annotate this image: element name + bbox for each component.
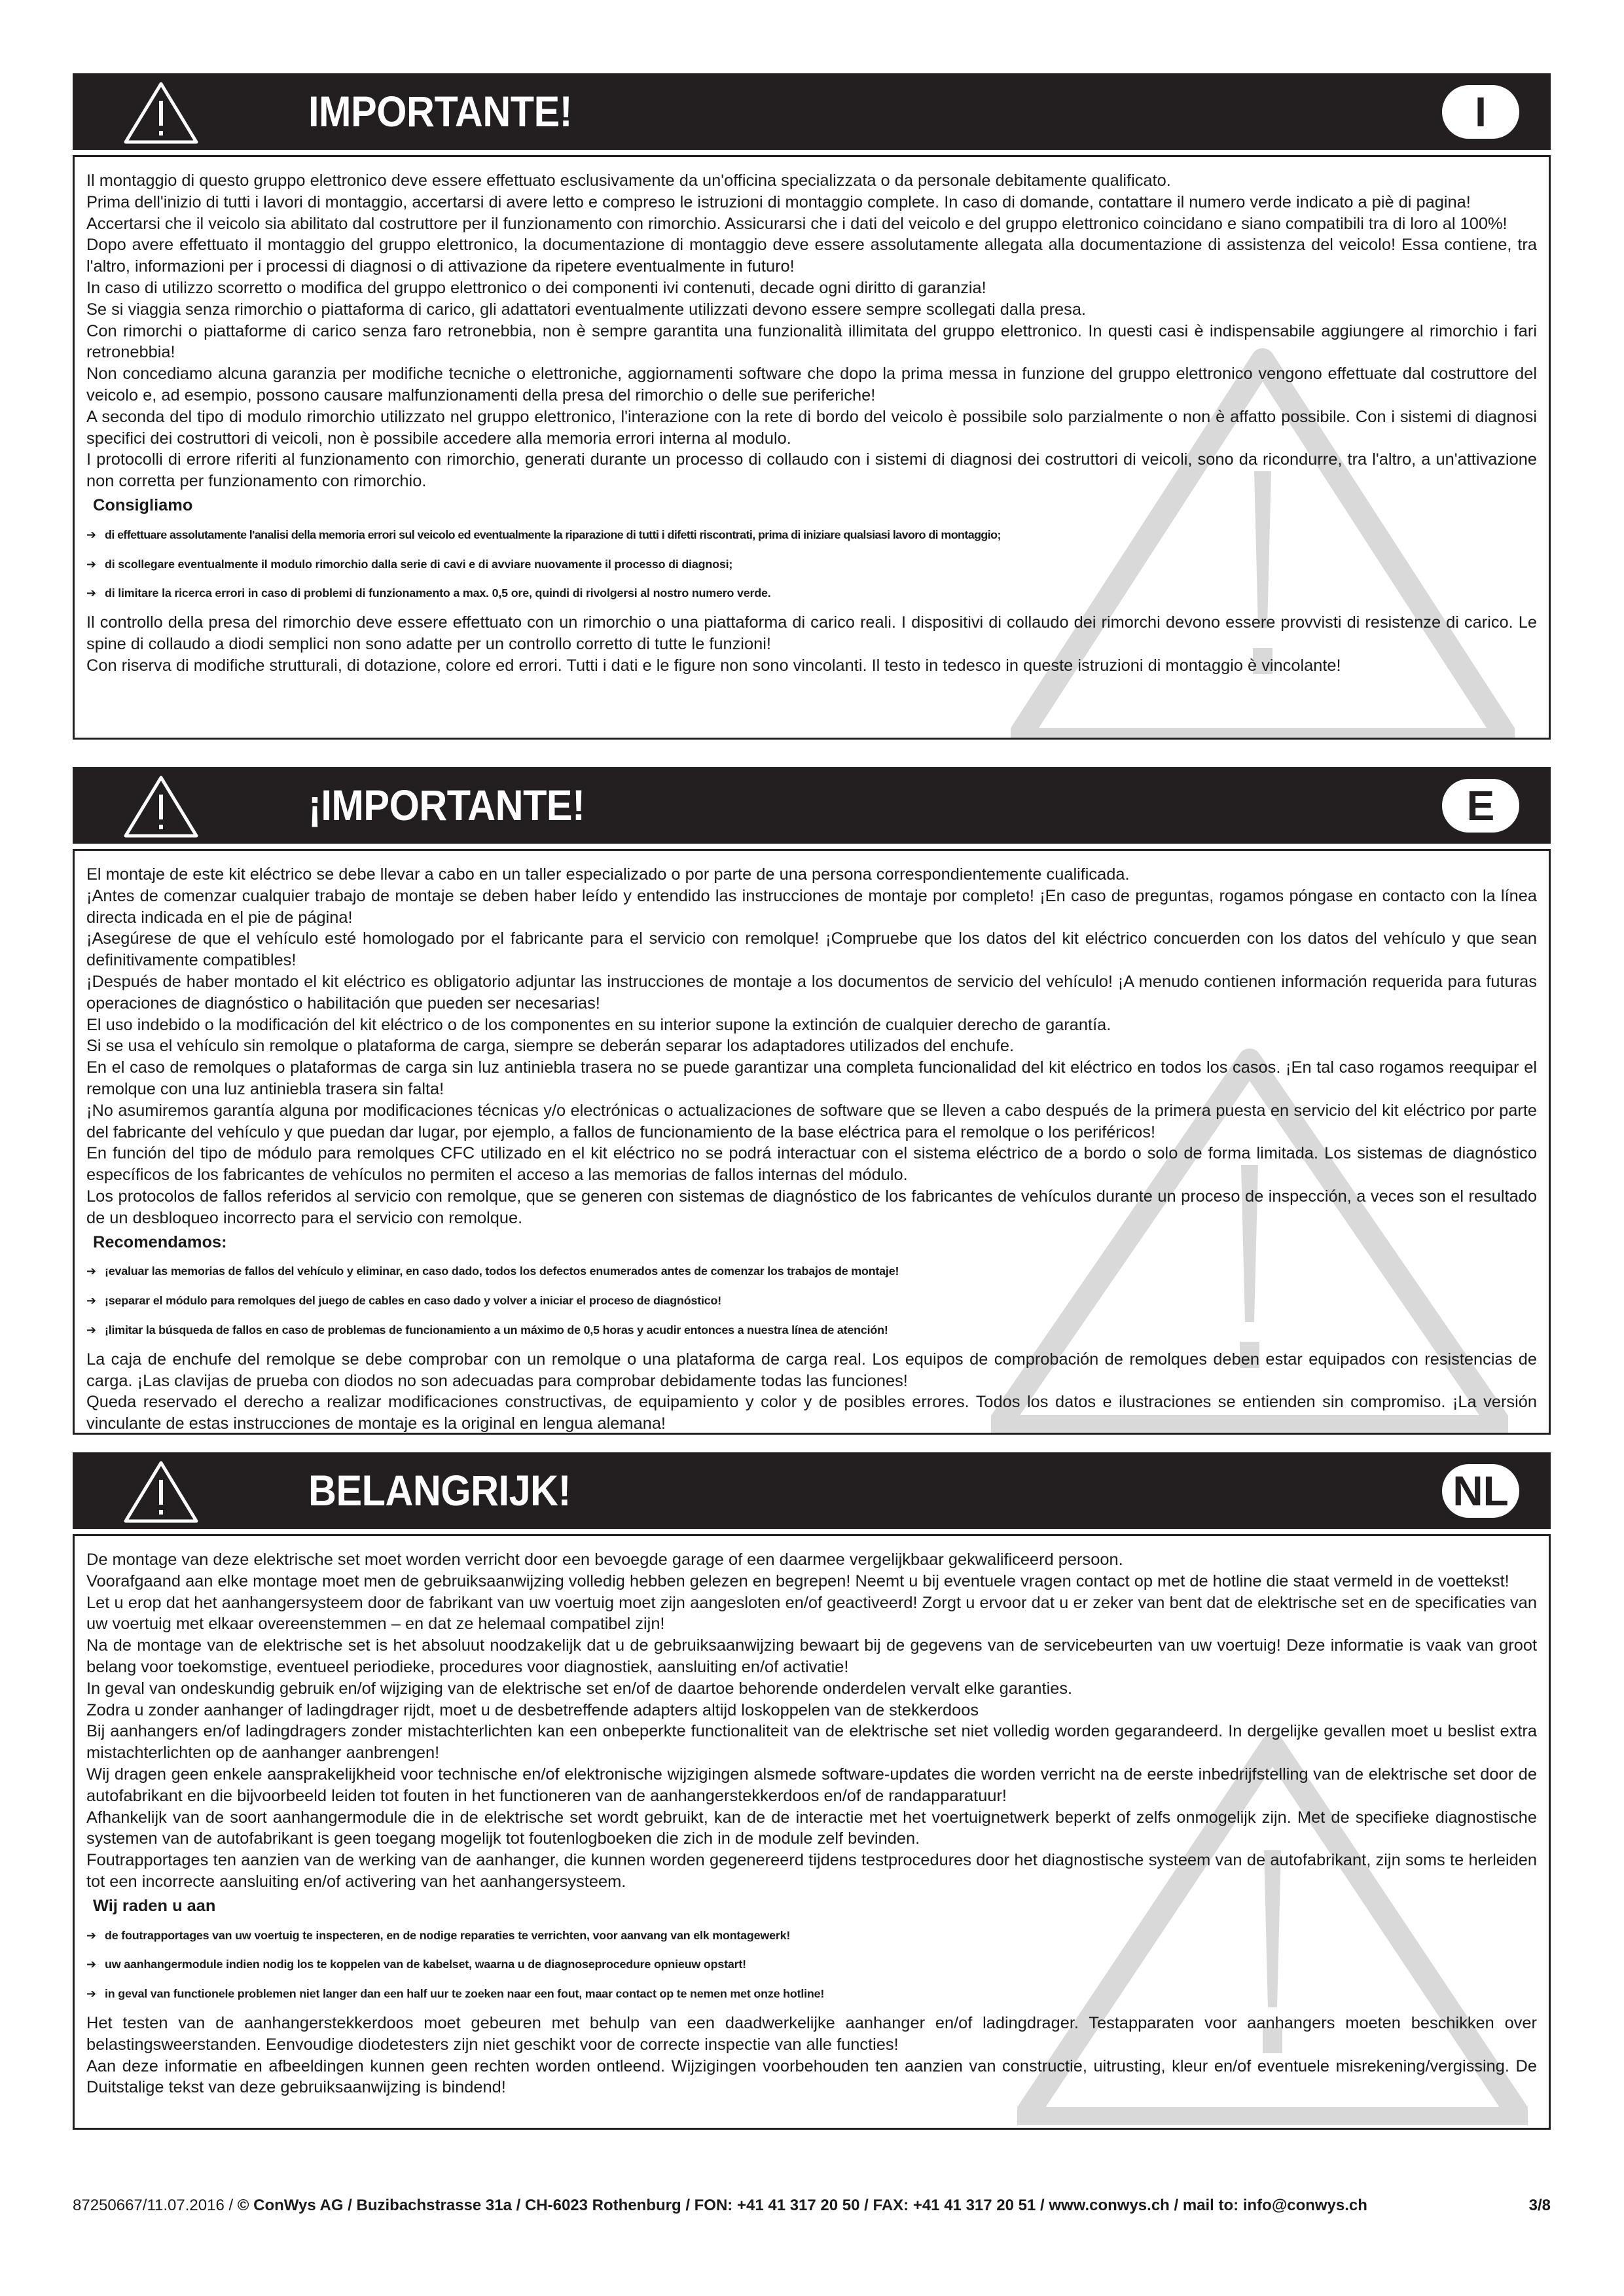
arrow-right-icon: ➔ xyxy=(86,1294,96,1308)
recommendation-item: ➔ in geval van functionele problemen niet langer dan een half uur te zoeken naar een fout, maar contact op te nemen met onze hotline! xyxy=(86,1983,1537,2005)
recommendation-heading: Wij raden u aan xyxy=(93,1896,216,1915)
recommendation-item: ➔ de foutrapportages van uw voertuig te inspecteren, en de nodige reparaties te verrichten, voor aanvang van elk montagewerk! xyxy=(86,1925,1537,1946)
paragraph: ¡Asegúrese de que el vehículo esté homologado por el fabricante para el servicio con remolque! ¡Compruebe que los datos del kit eléctrico concuerden con los datos del vehículo y que sean definitivamente compatibles! xyxy=(86,929,1537,970)
section-header xyxy=(73,1452,1551,1529)
paragraph: Bij aanhangers en/of ladingdragers zonder mistachterlichten kan een onbeperkte functionaliteit van de elektrische set niet volledig worden gegarandeerd. In dergelijke gevallen moet u beslist extra mistachterlichten op de aanhanger aanbrengen! xyxy=(86,1722,1537,1763)
arrow-right-icon: ➔ xyxy=(86,586,96,600)
paragraph: ¡No asumiremos garantía alguna por modificaciones técnicas y/o electrónicas o actualizaciones de software que se lleven a cabo después de la primera puesta en servicio del kit eléctrico por parte del fabricante del vehículo y que puedan dar lugar, por ejemplo, a fallos de funcionamiento de la base eléctrica para el remolque o los periféricos! xyxy=(86,1101,1537,1141)
recommendation-heading: Recomendamos: xyxy=(93,1232,227,1251)
arrow-right-icon: ➔ xyxy=(86,528,96,541)
paragraph: La caja de enchufe del remolque se debe comprobar con un remolque o una plataforma de carga real. Los equipos de comprobación de remolques deben estar equipados con resistencias de carga. ¡Las clavijas de prueba con diodos no son adecuadas para comprobar debidamente todas las funciones! xyxy=(86,1350,1537,1390)
arrow-right-icon: ➔ xyxy=(86,1958,96,1971)
paragraph: Si se usa el vehículo sin remolque o plataforma de carga, siempre se deberán separar los adaptadores utilizados del enchufe. xyxy=(86,1037,1015,1056)
recommendation-item: ➔ ¡evaluar las memorias de fallos del vehículo y eliminar, en caso dado, todos los defectos enumerados antes de comenzar los trabajos de montaje! xyxy=(86,1261,1537,1282)
recommendation-item: ➔ di effettuare assolutamente l'analisi della memoria errori sul veicolo ed eventualmente la riparazione di tutti i difetti riscontrati, prima di iniziare qualsiasi lavoro di montaggio; xyxy=(86,524,1537,546)
section-text xyxy=(75,1536,1549,2098)
paragraph: Queda reservado el derecho a realizar modificaciones constructivas, de equipamiento y color y de posibles errores. Todos los datos e ilustraciones se entienden sin compromiso. ¡La versión vinculante de estas instrucciones de montaje es la original en lengua alemana! xyxy=(86,1393,1537,1433)
company-contact: © ConWys AG / Buzibachstrasse 31a / CH-6023 Rothenburg / FON: +41 41 317 20 50 / FAX: +41 41 317 20 51 / www.conwys.ch / mail to: info@conwys.ch xyxy=(237,2197,1367,2214)
recommendation-item: ➔ uw aanhangermodule indien nodig los te koppelen van de kabelset, waarna u de diagnoseprocedure opnieuw opstart! xyxy=(86,1954,1537,1975)
section-body xyxy=(73,155,1551,740)
paragraph: Prima dell'inizio di tutti i lavori di montaggio, accertarsi di avere letto e compreso le istruzioni di montaggio complete. In caso di domande, contattare il numero verde indicato a piè di pagina! xyxy=(86,192,1471,211)
section-header xyxy=(73,73,1551,150)
paragraph: Accertarsi che il veicolo sia abilitato dal costruttore per il funzionamento con rimorchio. Assicurarsi che i dati del veicolo e del gruppo elettronico coincidano e siano compatibili tra di loro al 100%! xyxy=(86,214,1507,233)
language-badge: E xyxy=(1442,779,1519,833)
paragraph: Afhankelijk van de soort aanhangermodule die in de elektrische set wordt gebruikt, kan de de interactie met het voertuignetwerk beperkt of zelfs onmogelijk zijn. Met de specifieke diagnostische systemen van de autofabrikant is geen toegang mogelijk tot foutenlogboeken die zich in de module zelf bevinden. xyxy=(86,1808,1537,1848)
paragraph: Dopo avere effettuato il montaggio del gruppo elettronico, la documentazione di montaggio deve essere assolutamente allegata alla documentazione di assistenza del veicolo! Essa contiene, tra l'altro, informazioni per i processi di diagnosi o di attivazione da ripetere eventualmente in futuro! xyxy=(86,236,1537,276)
arrow-right-icon: ➔ xyxy=(86,1987,96,2001)
section-text xyxy=(75,157,1549,677)
page-footer xyxy=(73,2194,1551,2217)
section-title: ¡IMPORTANTE! xyxy=(308,781,585,829)
recommendation-item: ➔ di scollegare eventualmente il modulo rimorchio dalla serie di cavi e di avviare nuovamente il processo di diagnosi; xyxy=(86,554,1537,575)
paragraph: In caso di utilizzo scorretto o modifica del gruppo elettronico o dei componenti ivi contenuti, decade ogni diritto di garanzia! xyxy=(86,278,986,297)
paragraph: Il montaggio di questo gruppo elettronico deve essere effettuato esclusivamente da un'officina specializzata o da personale debitamente qualificato. xyxy=(86,171,1171,190)
paragraph: Wij dragen geen enkele aansprakelijkheid voor technische en/of elektronische wijzigingen alsmede software-updates die worden verricht na de eerste inbedrijfstelling van de elektrische set door de autofabrikant en die bijvoorbeeld leiden tot fouten in het functioneren van de aanhangerstekkerdoos en/of de randapparatuur! xyxy=(86,1765,1537,1805)
recommendation-item: ➔ di limitare la ricerca errori in caso di problemi di funzionamento a max. 0,5 ore, quindi di rivolgersi al nostro numero verde. xyxy=(86,583,1537,604)
paragraph: De montage van deze elektrische set moet worden verricht door een bevoegde garage of een daarmee vergelijkbaar gekwalificeerd persoon. xyxy=(86,1551,1123,1569)
paragraph: ¡Después de haber montado el kit eléctrico es obligatorio adjuntar las instrucciones de montaje a los documentos de servicio del vehículo! ¡A menudo contienen información requerida para futuras operaciones de diagnóstico o habilitación que pueden ser necesarias! xyxy=(86,972,1537,1013)
section-header xyxy=(73,767,1551,844)
section-title: IMPORTANTE! xyxy=(308,87,573,135)
paragraph: Na de montage van de elektrische set is het absoluut noodzakelijk dat u de gebruiksaanwijzing bewaart bij de gegevens van de servicebeurten van uw voertuig! Deze informatie is vaak van groot belang voor toekomstige, eventueel periodieke, procedures voor diagnostiek, aansluiting en/of activatie! xyxy=(86,1636,1537,1676)
document-number: 87250667/11.07.2016 / xyxy=(73,2197,238,2214)
arrow-right-icon: ➔ xyxy=(86,557,96,571)
arrow-right-icon: ➔ xyxy=(86,1265,96,1278)
section-title: BELANGRIJK! xyxy=(308,1466,571,1515)
paragraph: Voorafgaand aan elke montage moet men de gebruiksaanwijzing volledig hebben gelezen en begrepen! Neemt u bij eventuele vragen contact op met de hotline die staat vermeld in de voettekst! xyxy=(86,1571,1509,1590)
paragraph: En el caso de remolques o plataformas de carga sin luz antiniebla trasera no se puede garantizar una completa funcionalidad del kit eléctrico en todos los casos. ¡En tal caso rogamos reequipar el remolque con una luz antiniebla trasera sin falta! xyxy=(86,1058,1537,1098)
recommendation-item: ➔ ¡separar el módulo para remolques del juego de cables en caso dado y volver a iniciar el proceso de diagnóstico! xyxy=(86,1290,1537,1312)
recommendation-heading: Consigliamo xyxy=(93,495,193,514)
arrow-right-icon: ➔ xyxy=(86,1928,96,1942)
paragraph: ¡Antes de comenzar cualquier trabajo de montaje se deben haber leído y entendido las instrucciones de montaje por completo! ¡En caso de preguntas, rogamos póngase en contacto con la línea directa indicada en el pie de página! xyxy=(86,886,1537,927)
paragraph: El uso indebido o la modificación del kit eléctrico o de los componentes en su interior supone la extinción de cualquier derecho de garantía. xyxy=(86,1015,1111,1034)
paragraph: Non concediamo alcuna garanzia per modifiche tecniche o elettroniche, aggiornamenti software che dopo la prima messa in funzione del gruppo elettronico vengono effettuate dal costruttore del veicolo e, ad esempio, possono causare malfunzionamenti della presa del rimorchio o delle sue periferiche! xyxy=(86,365,1537,404)
language-badge: I xyxy=(1442,85,1519,139)
paragraph: A seconda del tipo di modulo rimorchio utilizzato nel gruppo elettronico, l'interazione con la rete di bordo del veicolo è possibile solo parzialmente o non è affatto possibile. Con i sistemi di diagnosi specifici dei costruttori di veicoli, non è possibile accedere alla memoria errori interna al modulo. xyxy=(86,407,1537,448)
paragraph: El montaje de este kit eléctrico se debe llevar a cabo en un taller especializado o por parte de una persona correspondientemente cualificada. xyxy=(86,865,1130,884)
paragraph: Zodra u zonder aanhanger of ladingdrager rijdt, moet u de desbetreffende adapters altijd loskoppelen van de stekkerdoos xyxy=(86,1700,979,1719)
paragraph: I protocolli di errore riferiti al funzionamento con rimorchio, generati durante un processo di collaudo con i sistemi di diagnosi dei costruttori di veicoli, sono da ricondurre, tra l'altro, a un'attivazione non corretta per funzionamento con rimorchio. xyxy=(86,450,1537,491)
paragraph: Con rimorchi o piattaforme di carico senza faro retronebbia, non è sempre garantita una funzionalità illimitata del gruppo elettronico. In questi casi è indispensabile aggiungere al rimorchio i fari retronebbia! xyxy=(86,321,1537,362)
paragraph: In geval van ondeskundig gebruik en/of wijziging van de elektrische set en/of de daartoe behorende onderdelen vervalt elke garanties. xyxy=(86,1679,1073,1698)
paragraph: Aan deze informatie en afbeeldingen kunnen geen rechten worden ontleend. Wijzigingen voorbehouden ten aanzien van constructie, uitrusting, kleur en/of eventuele misrekening/vergissing. De Duitstalige tekst van deze gebruiksaanwijzing is bindend! xyxy=(86,2056,1537,2097)
page-number: 3/8 xyxy=(1528,2197,1551,2214)
paragraph: Foutrapportages ten aanzien van de werking van de aanhanger, die kunnen worden gegenereerd tijdens testprocedures door het diagnostische systeem van de autofabrikant, zijn soms te herleiden tot een incorrecte aansluiting en/of activering van het aanhangersysteem. xyxy=(86,1851,1537,1891)
paragraph: Los protocolos de fallos referidos al servicio con remolque, que se generen con sistemas de diagnóstico de los fabricantes de vehículos durante un proceso de inspección, a veces son el resultado de un desbloqueo incorrecto para el servicio con remolque. xyxy=(86,1187,1537,1227)
paragraph: Il controllo della presa del rimorchio deve essere effettuato con un rimorchio o una piattaforma di carico reali. I dispositivi di collaudo dei rimorchi devono essere provvisti di resistenze di carico. Le spine di collaudo a diodi semplici non sono adatte per un controllo corretto di tutte le funzioni! xyxy=(86,613,1537,653)
section-body xyxy=(73,1534,1551,2130)
warning-triangle-icon xyxy=(122,1459,200,1524)
section-text xyxy=(75,851,1549,1435)
recommendation-item: ➔ ¡limitar la búsqueda de fallos en caso de problemas de funcionamiento a un máximo de 0,5 horas y acudir entonces a nuestra línea de atención! xyxy=(86,1319,1537,1341)
paragraph: Het testen van de aanhangerstekkerdoos moet gebeuren met behulp van een daadwerkelijke aanhanger en/of ladingdrager. Testapparaten voor aanhangers moeten beschikken over belastingsweerstanden. Eenvoudige diodetesters zijn niet geschikt voor de correcte inspectie van alle functies! xyxy=(86,2013,1537,2054)
arrow-right-icon: ➔ xyxy=(86,1323,96,1336)
language-badge: NL xyxy=(1442,1464,1519,1518)
paragraph: Let u erop dat het aanhangersysteem door de fabrikant van uw voertuig moet zijn aangesloten en/of geactiveerd! Zorgt u ervoor dat u er zeker van bent dat de elektrische set en de specificaties van uw voertuig met elkaar overeenstemmen – en dat ze helemaal compatibel zijn! xyxy=(86,1593,1537,1634)
section-body xyxy=(73,849,1551,1435)
paragraph: Con riserva di modifiche strutturali, di dotazione, colore ed errori. Tutti i dati e le figure non sono vincolanti. Il testo in tedesco in queste istruzioni di montaggio è vincolante! xyxy=(86,656,1341,675)
paragraph: En función del tipo de módulo para remolques CFC utilizado en el kit eléctrico no se podrá interactuar con el sistema eléctrico de a bordo o solo de forma limitada. Los sistemas de diagnóstico específicos de los fabricantes de vehículos no permiten el acceso a las memorias de fallos internas del módulo. xyxy=(86,1144,1537,1185)
paragraph: Se si viaggia senza rimorchio o piattaforma di carico, gli adattatori eventualmente utilizzati devono essere sempre scollegati dalla presa. xyxy=(86,300,1087,319)
warning-triangle-icon xyxy=(122,774,200,839)
warning-triangle-icon xyxy=(122,80,200,145)
